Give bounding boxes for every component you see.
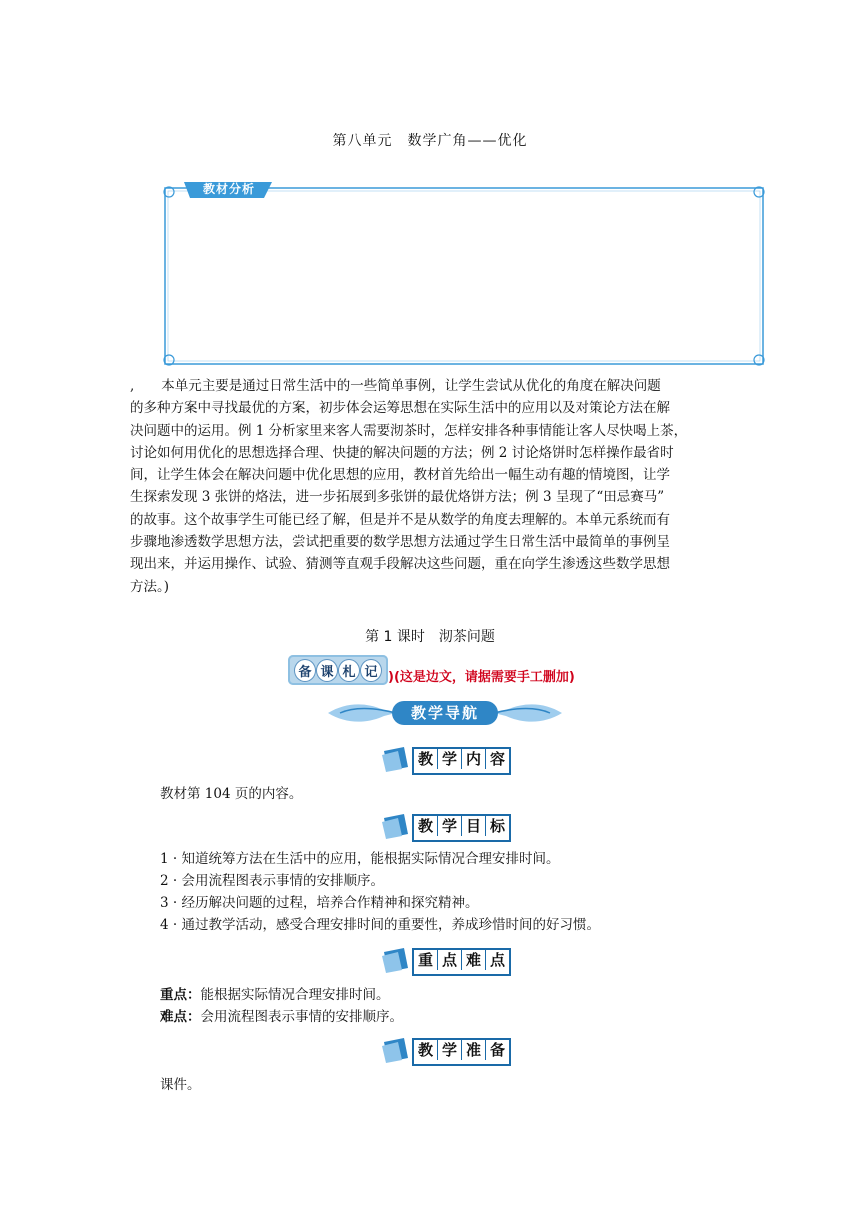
badge-char: 记 [360,659,382,682]
section-header-key-points [380,946,514,974]
goal-item: 4 · 通过教学活动，感受合理安排时间的重要性，养成珍惜时间的好习惯。 [160,917,600,933]
analysis-tag: 教材分析 [202,182,255,196]
book-icon [380,745,412,773]
header-char: 目 [462,816,486,836]
header-char: 教 [414,1040,438,1060]
focus-line [160,984,390,1006]
para-line: , 本单元主要是通过日常生活中的一些简单事例，让学生尝试从优化的角度在解决问题 [130,378,661,394]
header-char: 重 [414,950,438,970]
book-icon [380,946,412,974]
section-header-preparation [380,1036,514,1064]
para-line: 决问题中的运用。例 1 分析家里来客人需要沏茶时，怎样安排各种事情能让客人尽快喝上茶， [130,422,688,439]
para-line: 方法。) [130,578,170,595]
header-char: 教 [414,749,438,769]
section-header-content [380,745,514,773]
header-char: 点 [489,951,505,969]
frame-border [160,180,768,368]
badge-char: 札 [338,659,360,682]
para-line: 间，让学生体会在解决问题中优化思想的应用，教材首先给出一幅生动有趣的情境图，让学 [130,467,670,484]
analysis-frame [160,180,768,368]
header-char: 教 [414,816,438,836]
para-line: 现出来，并运用操作、试验、猜测等直观手段解决这些问题，重在向学生渗透这些数学思想 [130,556,670,573]
header-char: 标 [489,817,505,835]
goal-item: 1 · 知道统筹方法在生活中的应用，能根据实际情况合理安排时间。 [160,851,560,867]
header-char: 学 [438,816,462,836]
margin-note-remark: )(这是边文，请据需要手工删加) [388,670,575,685]
unit-title: 第八单元 数学广角——优化 [332,133,528,149]
header-char: 备 [489,1041,505,1059]
header-char: 内 [462,749,486,769]
para-line: 的故事。这个故事学生可能已经了解，但是并不是从数学的角度去理解的。本单元系统而有 [130,511,670,528]
difficulty-text: 会用流程图表示事情的安排顺序。 [200,1009,403,1025]
intro-paragraph [130,375,738,598]
preparation-text: 课件。 [160,1077,201,1093]
header-char: 容 [489,750,505,768]
badge-char: 备 [294,659,316,682]
book-icon [380,812,412,840]
para-line: 讨论如何用优化的思想选择合理、快捷的解决问题的方法；例 2 讨论烙饼时怎样操作最省时 [130,444,674,461]
header-char: 点 [438,950,462,970]
para-line: 步骤地渗透数学思想方法，尝试把重要的数学思想方法通过学生日常生活中最简单的事例呈 [130,534,670,551]
focus-label: 重点： [160,987,201,1003]
goal-item: 2 · 会用流程图表示事情的安排顺序。 [160,873,384,889]
header-char: 难 [462,950,486,970]
difficulty-label: 难点： [160,1009,201,1025]
section-header-goals [380,812,514,840]
para-line: 生探索发现 3 张饼的烙法，进一步拓展到多张饼的最优烙饼方法；例 3 呈现了“田忌赛马” [130,489,665,506]
teaching-nav-label: 教学导航 [410,704,479,722]
header-char: 学 [438,1040,462,1060]
book-icon [380,1036,412,1064]
lesson-notes-badge [288,655,388,685]
para-line: 的多种方案中寻找最优的方案，初步体会运筹思想在实际生活中的应用以及对策论方法在解 [130,400,670,417]
focus-text: 能根据实际情况合理安排时间。 [200,987,390,1003]
lesson-title: 第 1 课时 沏茶问题 [365,629,495,645]
difficulty-line [160,1006,403,1028]
content-text: 教材第 104 页的内容。 [160,786,303,802]
badge-char: 课 [316,659,338,682]
goal-item: 3 · 经历解决问题的过程，培养合作精神和探究精神。 [160,895,479,911]
header-char: 学 [438,749,462,769]
header-char: 准 [462,1040,486,1060]
